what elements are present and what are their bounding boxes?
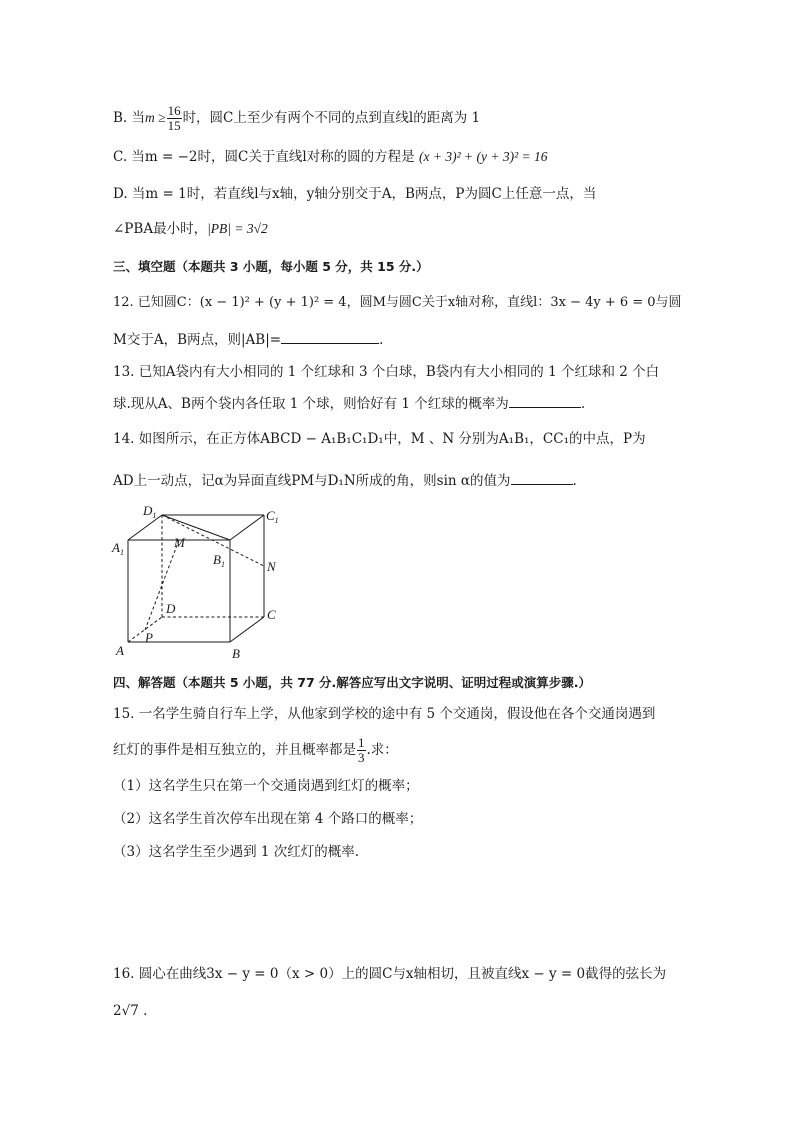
q15-part3: （3）这名学生至少遇到 1 次红灯的概率.	[113, 844, 360, 860]
q13-line2: 球.现从A、B两个袋内各任取 1 个球，则恰好有 1 个红球的概率为 .	[113, 393, 585, 413]
q15-fraction: $\frac{1}{3}$	[358, 735, 365, 765]
edge-a1-d1	[128, 515, 162, 540]
q15-part1: （1）这名学生只在第一个交通岗遇到红灯的概率；	[113, 778, 419, 794]
label-n: N	[267, 559, 276, 574]
label-m: M	[174, 535, 185, 550]
option-b: B. 当m ≥ $\frac{16}{15}$ 时，圆C上至少有两个不同的点到直线l的距离为 1	[113, 103, 481, 133]
label-b: B	[232, 646, 240, 661]
option-c: C. 当m = −2时，圆C关于直线l对称的圆的方程是 (x + 3)² + (y + 3)² = 16	[113, 149, 548, 165]
edge-b-c	[230, 617, 264, 642]
q14-line2: AD上一动点，记α为异面直线PM与D₁N所成的角，则sin α的值为 .	[113, 470, 577, 490]
segment-d1-b1	[162, 515, 230, 540]
label-p: P	[145, 630, 153, 645]
cube-figure	[110, 500, 300, 665]
label-a: A	[116, 643, 124, 658]
option-c-equation: (x + 3)² + (y + 3)² = 16	[418, 149, 548, 164]
option-d-pb: |PB| = 3√2	[207, 221, 268, 236]
q16-line2: 2√7 .	[113, 1003, 148, 1019]
label-c: C	[267, 607, 276, 622]
q15-part2: （2）这名学生首次停车出现在第 4 个路口的概率；	[113, 811, 423, 827]
q12-answer-blank[interactable]	[281, 329, 379, 344]
q16-line1: 16. 圆心在曲线3x − y = 0（x > 0）上的圆C与x轴相切，且被直线x − y = 0截得的弦长为	[113, 966, 667, 982]
q12-line1: 12. 已知圆C：(x − 1)² + (y + 1)² = 4，圆M与圆C关于x轴对称，直线l：3x − 4y + 6 = 0与圆	[113, 295, 682, 310]
section-3-heading: 三、填空题（本题共 3 小题，每小题 5 分，共 15 分.）	[113, 259, 429, 274]
label-a1: $A_1$	[112, 540, 124, 557]
label-c1: $C_1$	[266, 508, 279, 525]
q13-answer-blank[interactable]	[509, 393, 581, 408]
label-d: D	[166, 601, 176, 616]
section-4-heading: 四、解答题（本题共 5 小题，共 77 分.解答应写出文字说明、证明过程或演算步骤.）	[113, 675, 591, 690]
q15-line2: 红灯的事件是相互独立的，并且概率都是 $\frac{1}{3}$ .求：	[113, 735, 398, 765]
label-b1: $B_1$	[213, 552, 225, 569]
option-b-fraction: $\frac{16}{15}$	[167, 103, 181, 133]
q14-answer-blank[interactable]	[511, 470, 573, 485]
q15-line1: 15. 一名学生骑自行车上学，从他家到学校的途中有 5 个交通岗，假设他在各个交通岗遇到	[113, 706, 656, 722]
label-d1: $D_1$	[143, 503, 157, 520]
option-d-line1: D. 当m = 1时，若直线l与x轴，y轴分别交于A，B两点，P为圆C上任意一点，当	[113, 186, 597, 202]
q13-line1: 13. 已知A袋内有大小相同的 1 个红球和 3 个白球，B袋内有大小相同的 1 个红球和 2 个白	[113, 364, 660, 380]
q14-line1: 14. 如图所示，在正方体ABCD − A₁B₁C₁D₁中，M 、N 分别为A₁B₁，CC₁的中点，P为	[113, 431, 646, 447]
option-b-ineq: m ≥	[145, 110, 166, 125]
q12-line2: M交于A，B两点，则|AB|= .	[113, 329, 383, 349]
option-d-line2: ∠PBA最小时，|PB| = 3√2	[113, 221, 268, 237]
edge-b1-c1	[230, 515, 264, 540]
